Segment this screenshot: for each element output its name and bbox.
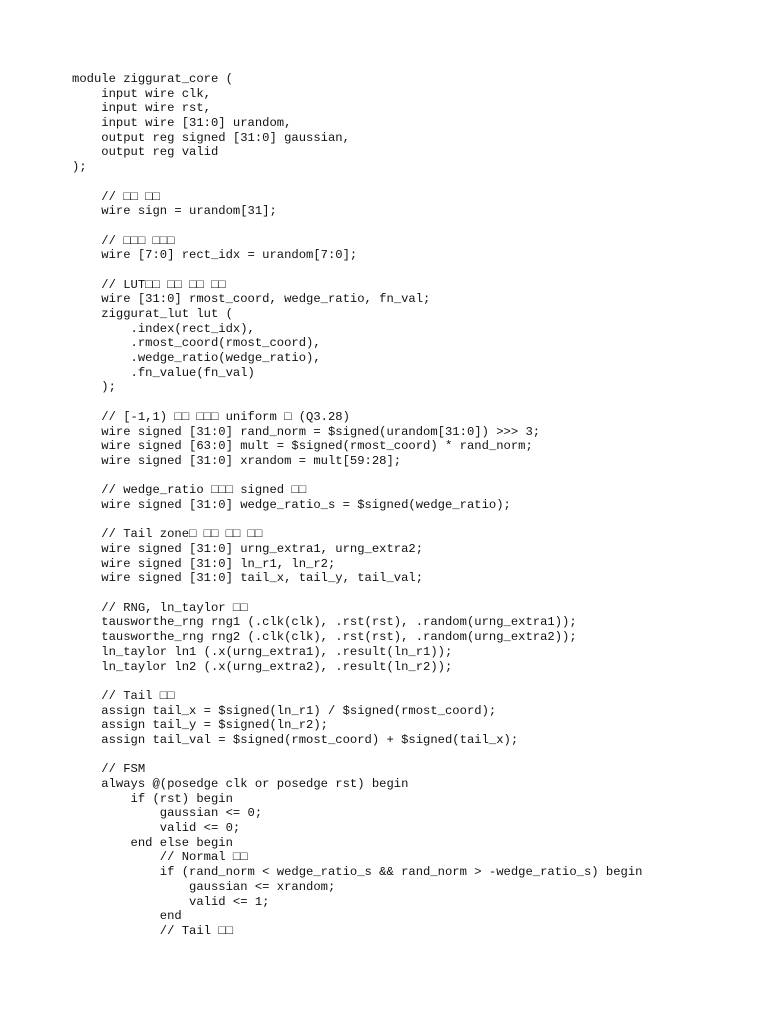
- code-line: wire signed [31:0] rand_norm = $signed(urandom[31:0]) >>> 3;: [72, 424, 541, 439]
- code-line: output reg valid: [72, 145, 219, 160]
- code-line: [72, 586, 642, 601]
- code-line: // Tail □□: [72, 923, 233, 938]
- code-line: );: [72, 380, 116, 395]
- code-line: assign tail_val = $signed(rmost_coord) + $signed(tail_x);: [72, 732, 519, 747]
- code-line: wire signed [31:0] wedge_ratio_s = $signed(wedge_ratio);: [72, 497, 511, 512]
- code-line: if (rand_norm < wedge_ratio_s && rand_norm > -wedge_ratio_s) begin: [72, 865, 643, 880]
- code-line: wire signed [31:0] xrandom = mult[59:28];: [72, 453, 402, 468]
- code-line: assign tail_y = $signed(ln_r2);: [72, 718, 328, 733]
- code-line: .index(rect_idx),: [72, 321, 255, 336]
- code-line: wire signed [63:0] mult = $signed(rmost_coord) * rand_norm;: [72, 439, 533, 454]
- code-line: // wedge_ratio □□□ signed □□: [72, 483, 307, 498]
- code-line: [72, 263, 642, 278]
- code-line: input wire rst,: [72, 101, 211, 116]
- code-line: // RNG, ln_taylor □□: [72, 600, 248, 615]
- code-line: .fn_value(fn_val): [72, 365, 255, 380]
- code-line: input wire clk,: [72, 86, 211, 101]
- code-line: if (rst) begin: [72, 791, 233, 806]
- code-line: [72, 748, 642, 763]
- verilog-code-block: [72, 72, 642, 939]
- code-line: [72, 395, 642, 410]
- code-line: [72, 513, 642, 528]
- code-line: valid <= 1;: [72, 894, 270, 909]
- code-line: [72, 674, 642, 689]
- code-line: .rmost_coord(rmost_coord),: [72, 336, 321, 351]
- code-line: module ziggurat_core (: [72, 72, 233, 86]
- code-line: [72, 175, 642, 190]
- code-line: wire signed [31:0] urng_extra1, urng_extra2;: [72, 542, 424, 556]
- code-line: .wedge_ratio(wedge_ratio),: [72, 351, 321, 366]
- code-line: ln_taylor ln1 (.x(urng_extra1), .result(ln_r1));: [72, 644, 453, 659]
- code-line: ln_taylor ln2 (.x(urng_extra2), .result(ln_r2));: [72, 659, 453, 674]
- code-line: wire signed [31:0] ln_r1, ln_r2;: [72, 556, 336, 571]
- code-line: ziggurat_lut lut (: [72, 307, 233, 321]
- code-line: // FSM: [72, 762, 146, 777]
- code-line: tausworthe_rng rng1 (.clk(clk), .rst(rst), .random(urng_extra1));: [72, 615, 577, 630]
- code-line: // Tail zone□ □□ □□ □□: [72, 527, 263, 542]
- code-line: [72, 469, 642, 484]
- code-line: // [-1,1) □□ □□□ uniform □ (Q3.28): [72, 409, 350, 424]
- code-line: assign tail_x = $signed(ln_r1) / $signed(rmost_coord);: [72, 703, 497, 718]
- code-line: wire [7:0] rect_idx = urandom[7:0];: [72, 248, 358, 263]
- code-line: gaussian <= xrandom;: [72, 879, 336, 894]
- code-line: gaussian <= 0;: [72, 806, 263, 821]
- code-line: wire [31:0] rmost_coord, wedge_ratio, fn_val;: [72, 292, 431, 307]
- code-line: end: [72, 909, 182, 924]
- code-line: );: [72, 160, 87, 175]
- code-line: // LUT□□ □□ □□ □□: [72, 277, 226, 292]
- code-line: [72, 219, 642, 234]
- code-line: tausworthe_rng rng2 (.clk(clk), .rst(rst), .random(urng_extra2));: [72, 630, 577, 645]
- code-line: end else begin: [72, 835, 233, 850]
- code-line: // □□ □□: [72, 189, 160, 204]
- code-line: // Normal □□: [72, 850, 248, 865]
- code-line: output reg signed [31:0] gaussian,: [72, 130, 350, 145]
- code-line: always @(posedge clk or posedge rst) begin: [72, 777, 409, 791]
- code-line: wire sign = urandom[31];: [72, 204, 277, 219]
- code-line: // Tail □□: [72, 688, 175, 703]
- code-line: wire signed [31:0] tail_x, tail_y, tail_val;: [72, 571, 424, 586]
- code-line: valid <= 0;: [72, 821, 241, 836]
- code-line: // □□□ □□□: [72, 233, 175, 248]
- code-line: input wire [31:0] urandom,: [72, 116, 292, 131]
